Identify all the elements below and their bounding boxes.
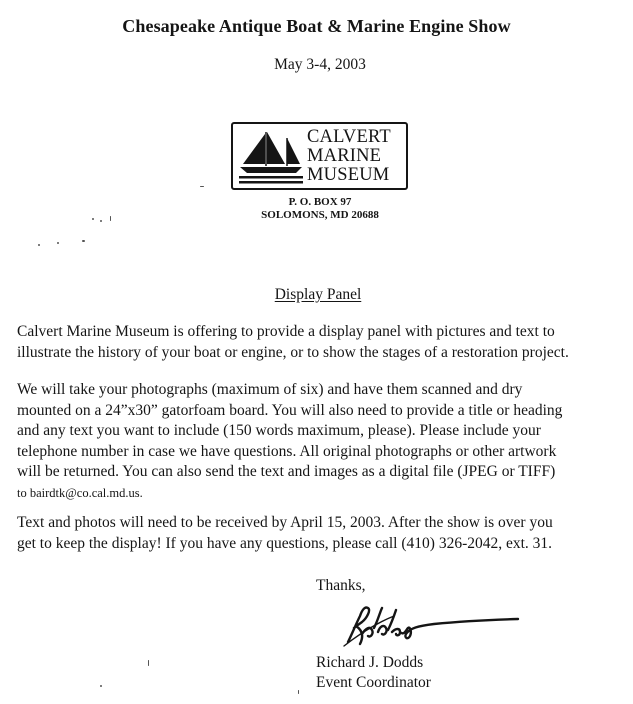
scan-speck xyxy=(100,220,102,222)
scan-speck xyxy=(100,685,102,687)
paragraph-line: Calvert Marine Museum is offering to provide a display panel with pictures and text to xyxy=(17,323,555,340)
email-address: bairdtk@co.cal.md.us xyxy=(29,485,140,500)
paragraph-line: telephone number in case we have questions. All original photographs or other artwork xyxy=(17,442,557,460)
document-title: Chesapeake Antique Boat & Marine Engine Show xyxy=(122,16,511,36)
section-heading-text: Display Panel xyxy=(274,286,362,303)
email-prefix: to xyxy=(17,485,30,500)
scan-speck xyxy=(200,186,204,187)
schooner-icon xyxy=(239,130,303,186)
paragraph-deadline xyxy=(17,513,627,554)
email-suffix: . xyxy=(139,485,143,500)
logo-wordmark xyxy=(307,128,407,185)
paragraph-line: mounted on a 24”x30” gatorfoam board. You will also need to provide a title or heading xyxy=(17,401,563,419)
scan-speck xyxy=(110,216,111,221)
scan-speck xyxy=(92,218,94,220)
paragraph-line: Text and photos will need to be received by April 15, 2003. After the show is over you xyxy=(17,514,553,531)
event-date: May 3-4, 2003 xyxy=(274,56,366,73)
scan-speck xyxy=(148,660,149,666)
scan-speck xyxy=(57,242,59,244)
paragraph-line: will be returned. You can also send the text and images as a digital file (JPEG or TIFF) xyxy=(17,463,556,480)
handwritten-signature xyxy=(334,598,524,650)
paragraph-line: and any text you want to include (150 words maximum, please). Please include your xyxy=(17,422,541,439)
scan-speck xyxy=(38,244,40,246)
closing-salutation: Thanks, xyxy=(316,577,366,594)
museum-logo xyxy=(231,122,408,190)
logo-line-3: MUSEUM xyxy=(307,165,390,185)
signer-name: Richard J. Dodds xyxy=(316,654,424,671)
scan-speck xyxy=(298,690,299,694)
address-line-1: P. O. BOX 97 xyxy=(288,196,352,208)
paragraph-intro xyxy=(17,322,627,363)
paragraph-line-email xyxy=(17,483,627,504)
signer-block xyxy=(316,653,431,693)
paragraph-line: get to keep the display! If you have any questions, please call (410) 326-2042, ext. 31. xyxy=(17,534,553,552)
scan-speck xyxy=(82,240,85,242)
mailing-address xyxy=(240,196,400,222)
logo-line-2: MARINE xyxy=(307,146,382,166)
paragraph-line: illustrate the history of your boat or engine, or to show the stages of a restoration project. xyxy=(17,343,569,361)
signer-role: Event Coordinator xyxy=(316,674,431,691)
paragraph-instructions xyxy=(17,380,627,503)
paragraph-line: We will take your photographs (maximum of six) and have them scanned and dry xyxy=(17,381,523,398)
address-line-2: SOLOMONS, MD 20688 xyxy=(261,209,379,221)
section-heading xyxy=(0,286,633,304)
logo-line-1: CALVERT xyxy=(307,127,391,147)
